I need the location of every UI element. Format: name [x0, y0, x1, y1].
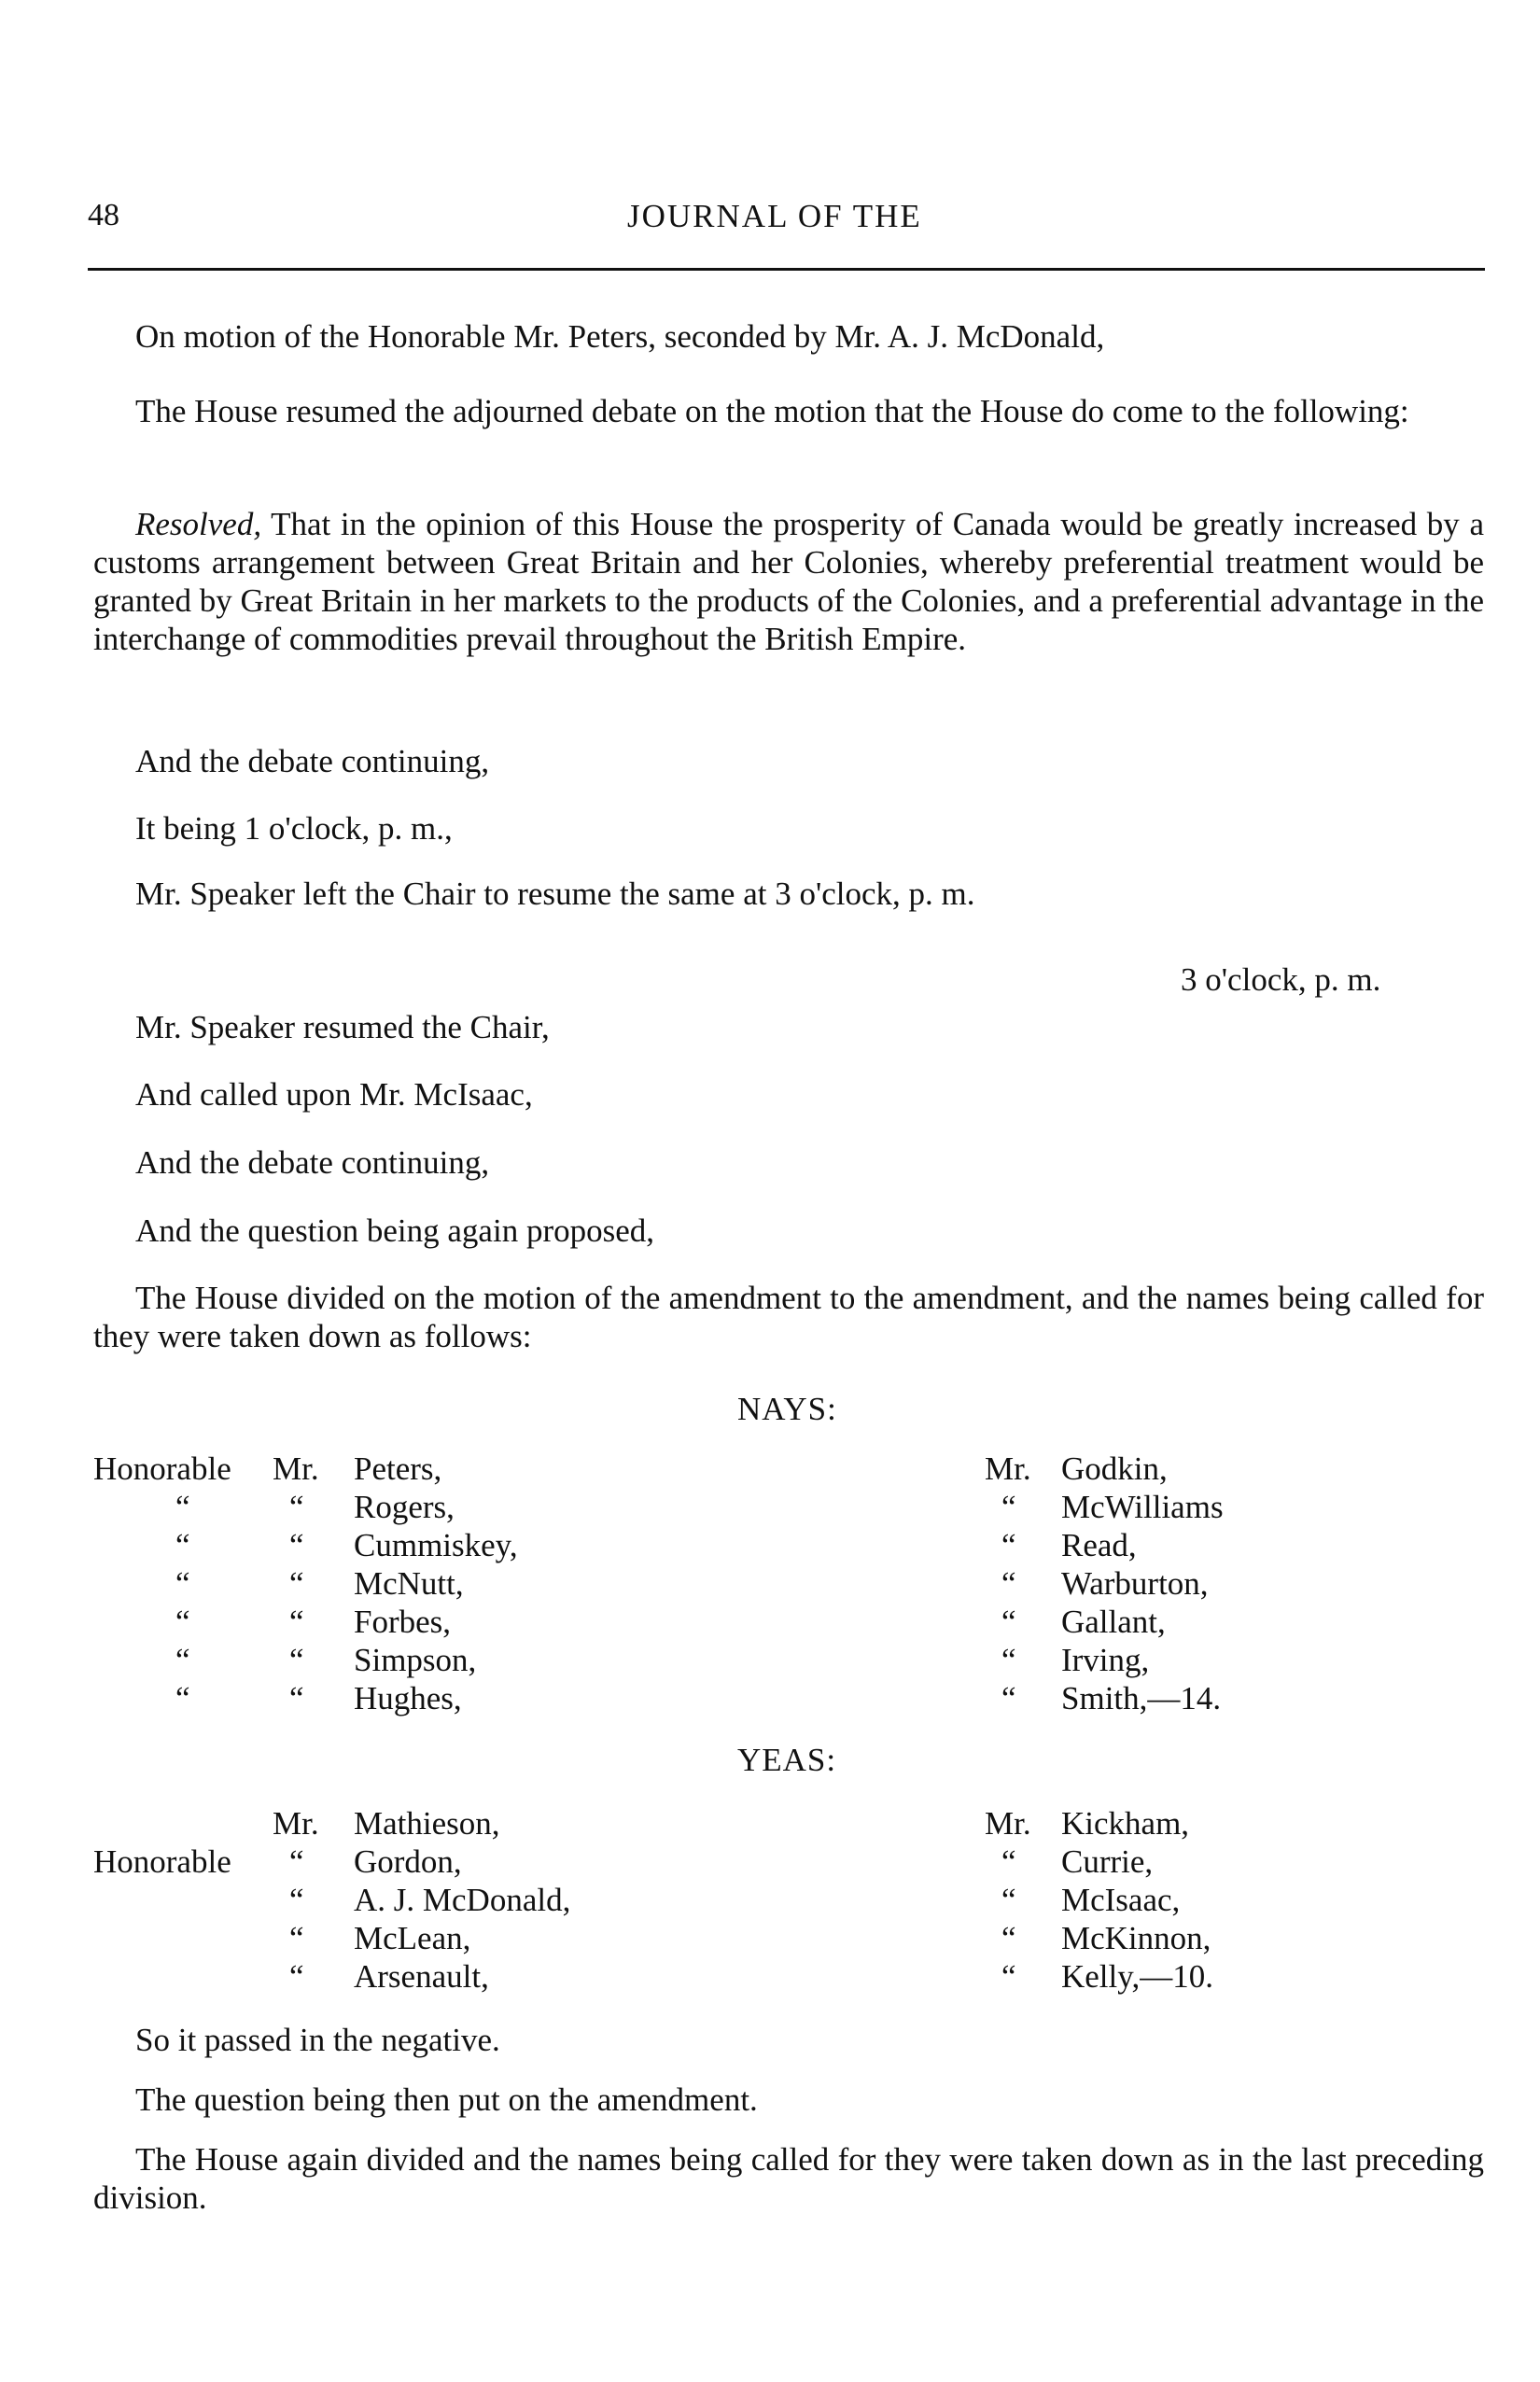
time-marker: 3 o'clock, p. m.	[1181, 961, 1381, 998]
paragraph-speaker-resumed: Mr. Speaker resumed the Chair,	[135, 1009, 550, 1045]
running-title: JOURNAL OF THE	[627, 198, 922, 234]
list-item: Mr. Mathieson,	[273, 1805, 500, 1842]
list-item: Mr. Godkin,	[985, 1450, 1168, 1487]
paragraph-debate-continuing: And the debate continuing,	[135, 743, 490, 779]
list-item: “ “ Hughes,	[175, 1680, 462, 1716]
paragraph-called-upon: And called upon Mr. McIsaac,	[135, 1076, 533, 1113]
paragraph-question-put: The question being then put on the amendment.	[135, 2081, 758, 2118]
list-item: “ “ Forbes,	[175, 1604, 452, 1640]
nays-left-list	[93, 1450, 518, 1717]
list-item: “ Kelly,—10.	[1001, 1958, 1213, 1995]
paragraph-one-oclock: It being 1 o'clock, p. m.,	[135, 810, 453, 847]
list-item: “ Warburton,	[1001, 1565, 1209, 1602]
yeas-left-list	[93, 1804, 570, 1996]
list-item: “ “ McNutt,	[175, 1565, 464, 1602]
list-item: “ Irving,	[1001, 1642, 1150, 1678]
resolved-label: Resolved,	[135, 506, 262, 542]
page-number: 48	[88, 198, 119, 232]
list-item: Honorable “ Gordon,	[93, 1843, 462, 1880]
nays-right-list	[985, 1450, 1224, 1717]
list-item: “ McKinnon,	[1001, 1920, 1211, 1956]
paragraph-negative: So it passed in the negative.	[135, 2022, 500, 2058]
nays-heading: NAYS:	[737, 1391, 837, 1427]
paragraph-debate-resumed: The House resumed the adjourned debate on the motion that the House do come to the following:	[135, 393, 1409, 429]
list-item: “ “ Cummiskey,	[175, 1527, 518, 1563]
list-item: “ McLean,	[289, 1920, 471, 1956]
list-item: “ Gallant,	[1001, 1604, 1166, 1640]
paragraph-resolution	[93, 505, 1484, 658]
paragraph-house-divided: The House divided on the motion of the amendment to the amendment, and the names being called for they were taken down as follows:	[93, 1280, 1484, 1354]
paragraph-speaker-left: Mr. Speaker left the Chair to resume the same at 3 o'clock, p. m.	[135, 876, 975, 912]
paragraph-divided-again: The House again divided and the names being called for they were taken down as in the last preceding division.	[93, 2141, 1484, 2216]
paragraph-motion: On motion of the Honorable Mr. Peters, seconded by Mr. A. J. McDonald,	[135, 318, 1105, 355]
list-item: “ “ Rogers,	[175, 1489, 455, 1525]
list-item: “ McWilliams	[1001, 1489, 1224, 1525]
list-item: “ Arsenault,	[289, 1958, 489, 1995]
header-rule	[88, 268, 1485, 271]
list-item: “ Currie,	[1001, 1843, 1154, 1880]
list-item: “ Smith,—14.	[1001, 1680, 1222, 1716]
list-item: “ Read,	[1001, 1527, 1137, 1563]
yeas-right-list	[985, 1804, 1213, 1996]
paragraph-question-proposed: And the question being again proposed,	[135, 1212, 655, 1249]
list-item: “ A. J. McDonald,	[289, 1882, 571, 1918]
resolution-text: That in the opinion of this House the prosperity of Canada would be greatly increased by a customs arrangement between Great Britain and her Colonies, whereby preferential treatment would be granted by Great Britain in her markets to the products of the Colonies, and a preferential advantage in the interchange of commodities prevail throughout the British Empire.	[93, 506, 1484, 657]
list-item: “ McIsaac,	[1001, 1882, 1181, 1918]
list-item: “ “ Simpson,	[175, 1642, 477, 1678]
list-item: Honorable Mr. Peters,	[93, 1450, 442, 1487]
yeas-heading: YEAS:	[737, 1742, 837, 1778]
list-item: Mr. Kickham,	[985, 1805, 1190, 1842]
paragraph-debate-continuing-2: And the debate continuing,	[135, 1144, 490, 1181]
